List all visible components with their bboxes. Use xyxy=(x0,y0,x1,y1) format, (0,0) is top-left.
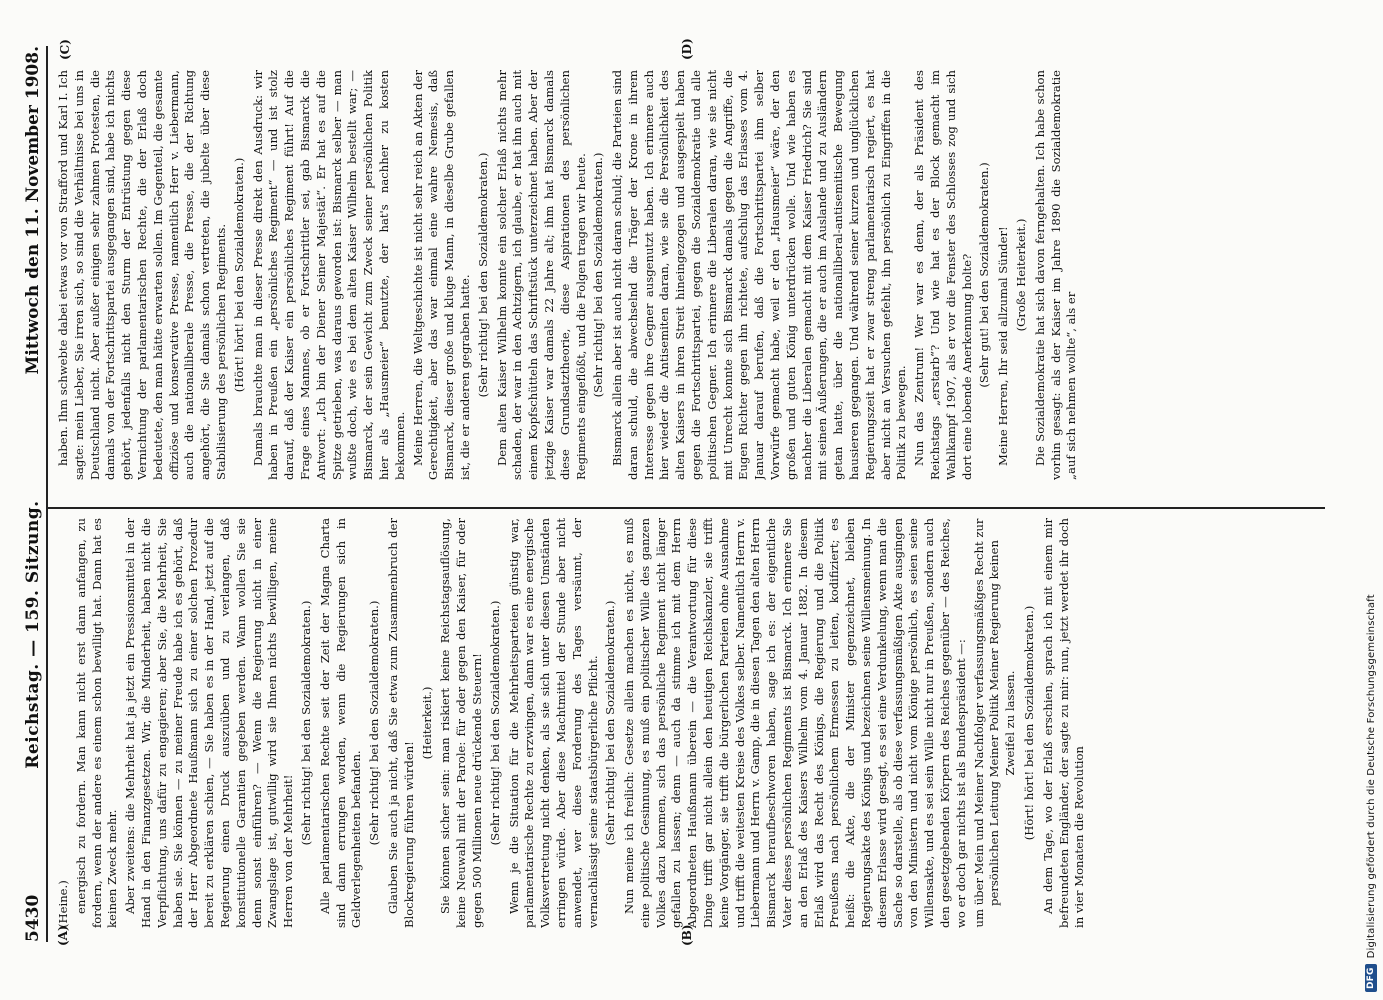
paragraph: Nun das Zentrum! Wer war es denn, der als Präsident des Reichstags „erstarb“? Und wie hat es der Block gemacht im Wahlkampf 1907, als er vor die Fenster des Schlosses zog und sich dort eine lobende Anerkennung holte? xyxy=(912,70,974,480)
interjection: (Sehr gut! bei den Sozialdemokraten.) xyxy=(977,162,992,388)
paragraph: Bismarck allein aber ist auch nicht daran schuld; die Parteien sind daran schuld, die abwechselnd die Träger der Krone in ihrem Interesse gegen ihre Gegner ausgenutzt haben. Ich erinnere auch hier wieder die Antisemiten daran, wie sie die Persönlichkeit des alten Kaisers in ihren Streit hineingezogen und ausgespielt haben gegen die Fortschrittspartei, gegen die Sozialdemokratie und alle politischen Gegner. Ich erinnere die Liberalen daran, wie sie nicht mit Unrecht konnte sich Bismarck damals gegen die Angriffe, die Eugen Richter gegen ihn richtete, aufschlug das Erlasses vom 4. Januar darauf berufen, daß die Fortschrittspartei ihm selber Vorwürfe gemacht habe, weil er den „Hausmeier“ wäre, der den großen und guten König unterdrücken wolle. Und wie haben es nachher die Liberalen gemacht mit dem Kaiser Friedrich? Sie sind mit seinen Äußerungen, die er auch im Auslande und zu Ausländern getan hatte, über die nationalliberal-antisemitische Bewegung hausieren gegangen. Und während seiner kurzen und unglücklichen Regierungszeit hat er zwar streng parlamentarisch regiert, es hat aber nicht an Versuchen gefehlt, ihn persönlich zu Eingriffen in die Politik zu bewegen. xyxy=(610,70,909,480)
paragraph: energisch zu fordern. Man kann nicht erst dann anfangen, zu fordern, wenn der andere es einem schon bewilligt hat. Dann hat es keinen Zweck mehr. xyxy=(73,518,120,928)
header-rule xyxy=(46,46,48,942)
page-title: Reichstag. — 159. Sitzung. xyxy=(23,500,43,769)
interjection: (Sehr richtig! bei den Sozialdemokraten.) xyxy=(475,152,490,398)
paragraph: Alle parlamentarischen Rechte seit der Zeit der Magna Charta sind dann errungen worden, wenn die Regierungen sich in Geldverlegenheiten befanden. xyxy=(317,518,364,928)
paragraph: Damals brauchte man in dieser Presse direkt den Ausdruck: wir haben in Preußen ein „persönliches Regiment“ — und ist stolz darauf, daß der Kaiser ein persönliches Regiment führt! Auf die Frage eines Mannes, ob er Fortschrittler sei, gab Bismarck die Antwort: „Ich bin der Diener Seiner Majestät“. Er hat es auf die Spitze getrieben, was daraus geworden ist: Bismarck selber — man wußte doch, wie es bei dem alten Kaiser Wilhelm bestellt war; — Bismarck, der sein Gewicht zum Zweck seiner persönlichen Politik hier als „Hausmeier“ benutzte, der hat's nachher zu kosten bekommen. xyxy=(250,70,407,480)
margin-mark-c: (C) xyxy=(58,39,72,60)
interjection: (Hört! hört! bei den Sozialdemokraten.) xyxy=(231,157,246,393)
paragraph: Wenn je die Situation für die Mehrheitsparteien günstig war, parlamentarische Rechte zu erzwingen, dann war es eine energische Volksvertretung nicht denken, als sie sich unter diesen Umständen erringen würde. Aber diese Machtmittel der Stunde aber nicht anwendet, wer diese Forderung des Tages versäumt, der vernachlässigt seine staatsbürgerliche Pflicht. xyxy=(506,518,600,928)
right-text-column xyxy=(56,70,1323,480)
page-date: Mittwoch den 11. November 1908. xyxy=(23,46,43,375)
interjection: (Große Heiterkeit.) xyxy=(1014,218,1029,332)
paragraph: Meine Herren, Ihr seid allzumal Sünder! xyxy=(996,226,1011,466)
speaker-name: (Heine.) xyxy=(56,880,70,928)
interjection: (Sehr richtig! bei den Sozialdemokraten.) xyxy=(298,600,313,846)
paragraph: Die Sozialdemokratie hat sich davon ferngehalten. Ich habe schon vorhin gesagt: als der Kaiser im Jahre 1890 die Sozialdemokratie „auf sich nehmen wollte“, als er xyxy=(1032,70,1079,480)
paragraph: Dem alten Kaiser Wilhelm konnte ein solcher Erlaß nichts mehr schaden, der war in den Achtzigern, ich glaube, er hat ihn auch mit einem Kopfschütteln das Schriftstück unterzeichnet haben. Aber der jetzige Kaiser war damals 22 Jahre alt; ihm hat Bismarck damals diese Grundsatztheorie, diese Aspirationen des persönlichen Regiments eingeflößt, und die Folgen tragen wir heute. xyxy=(494,70,588,480)
paragraph: Sie können sicher sein: man riskiert keine Reichstagsauflösung, keine Neuwahl mit der Parole: für oder gegen den Kaiser, für oder gegen 500 Millionen neue drückende Steuern! xyxy=(438,518,484,928)
margin-mark-d: (D) xyxy=(680,38,694,60)
margin-mark-a: (A) xyxy=(56,925,70,946)
interjection: (Hört! hört! bei den Sozialdemokraten.) xyxy=(1022,605,1037,841)
paragraph: haben. Ihm schwebte dabei etwas vor von Strafford und Karl I. Ich sagte: mein Lieber, Sie irren sich, so sind die Verhältnisse bei uns in Deutschland nicht. Aber außer einigen sehr zahmen Protesten, die damals von der Fortschrittspartei ausgegangen sind, habe ich nichts gehört, jedenfalls nicht den Sturm der Entrüstung gegen diese Vernichtung der parlamentarischen Rechte, die der Erlaß doch bedeutete, den man hätte erwarten sollen. Im Gegenteil, die gesamte offiziöse und konservative Presse, namentlich Herr v. Liebermann, auch die nationalliberale Presse, die Presse, die der Richtung angehört, die Sie damals schon vertreten, die jubelte über diese Stabilisierung des persönlichen Regiments. xyxy=(56,70,228,480)
paragraph: Glauben Sie auch ja nicht, daß Sie etwa zum Zusammenbruch der Blockregierung führen würden! xyxy=(385,518,416,928)
interjection: (Sehr richtig! bei den Sozialdemokraten.) xyxy=(487,600,502,846)
paragraph: An dem Tage, wo der Erlaß erschien, sprach ich mit einem mir befreundeten Engländer, der sagte zu mir: nun, jetzt werdet ihr doch in vier Monaten die Revolution xyxy=(1040,518,1087,928)
interjection: (Heiterkeit.) xyxy=(419,686,434,760)
paragraph: Nun meine ich freilich: Gesetze allein machen es nicht, es muß eine politische Gesinnung, es muß ein politischer Wille des ganzen Volkes dazu kommen, sich das persönliche Regiment nicht länger gefallen zu lassen; denn — auch da stimme ich mit dem Herrn Abgeordneten Haußmann überein — die Verantwortung für diese Dinge trifft gar nicht allein den heutigen Reichskanzler, sie trifft keine Vorgänger, sie trifft die bürgerlichen Parteien ohne Ausnahme und trifft die weitesten Kreise des Volkes selber. Namentlich Herrn v. Liebermann und Herrn v. Gamp, die in diesen Tagen den alten Herrn Bismarck heraufbeschworen haben, sage ich es: der eigentliche Vater dieses persönlichen Regiments ist Bismarck. Ich erinnere Sie an den Erlaß des Kaisers Wilhelm vom 4. Januar 1882. In diesem Erlaß wird das Recht des Königs, die Regierung und die Politik Preußens nach persönlichem Ermessen zu leiten, kodifiziert; es heißt: die Akte, die der Minister gegenzeichnet, bleiben Regierungsakte des Königs und bezeichnen seine Willensmeinung. In diesem Erlasse wird gesagt, es sei eine Verdunkelung, wenn man die Sache so darstelle, als ob diese verfassungsmäßigen Akte ausgingen von den Ministern und nicht vom Könige persönlich, es seien seine Willensakte, und es sei sein Wille nicht nur in Preußen, sondern auch den gesetzgebenden Körpern des Reiches gegenüber — des Reiches, wo er doch gar nichts ist als Bundespräsident —: xyxy=(622,518,968,928)
credit-text: Digitalisierung gefördert durch die Deutsche Forschungsgemeinschaft xyxy=(1365,594,1377,959)
digitization-credit xyxy=(1365,594,1377,992)
page-number: 5430 xyxy=(23,894,43,942)
interjection: (Sehr richtig! bei den Sozialdemokraten.) xyxy=(603,600,618,846)
column-divider xyxy=(48,507,1325,509)
margin-mark-b: (B) xyxy=(680,924,694,946)
paragraph: Meine Herren, die Weltgeschichte ist nicht sehr reich an Akten der Gerechtigkeit, aber das war einmal eine wahre Nemesis, daß Bismarck, dieser große und kluge Mann, in dieselbe Grube gefallen ist, die er anderen gegraben hatte. xyxy=(410,70,472,480)
interjection: (Sehr richtig! bei den Sozialdemokraten.) xyxy=(367,600,382,846)
left-text-column xyxy=(56,518,1323,928)
paragraph: Aber zweitens: die Mehrheit hat ja jetzt ein Pressionsmittel in der Hand in den Finanzgesetzen. Wir, die Minderheit, haben nicht die Verpflichtung, uns dafür zu engagieren; aber Sie, die Mehrheit, Sie haben sie. Sie können — zu meiner Freude habe ich es gehört, daß der Herr Abgeordnete Haußmann sich zu einer solchen Prozedur bereit zu erklären schien, — Sie haben es in der Hand, jetzt auf die Regierung einen Druck auszuüben und zu verlangen, daß konstitutionelle Garantien gegeben werden. Wann wollen Sie sie denn sonst einführen? — Wenn die Regierung nicht in einer Zwangslage ist, gutwillig wird sie Ihnen nichts bewilligen, meine Herren von der Mehrheit! xyxy=(123,518,296,928)
interjection: (Sehr richtig! bei den Sozialdemokraten.) xyxy=(591,152,606,398)
page-header xyxy=(18,46,48,942)
interjection: um über Mein und Meiner Nachfolger verfassungsmäßiges Recht zur persönlichen Leitung Meiner Politik Meiner Regierung keinen Zweifel zu lassen. xyxy=(971,518,1018,928)
dfg-logo: DFG xyxy=(1365,964,1377,992)
